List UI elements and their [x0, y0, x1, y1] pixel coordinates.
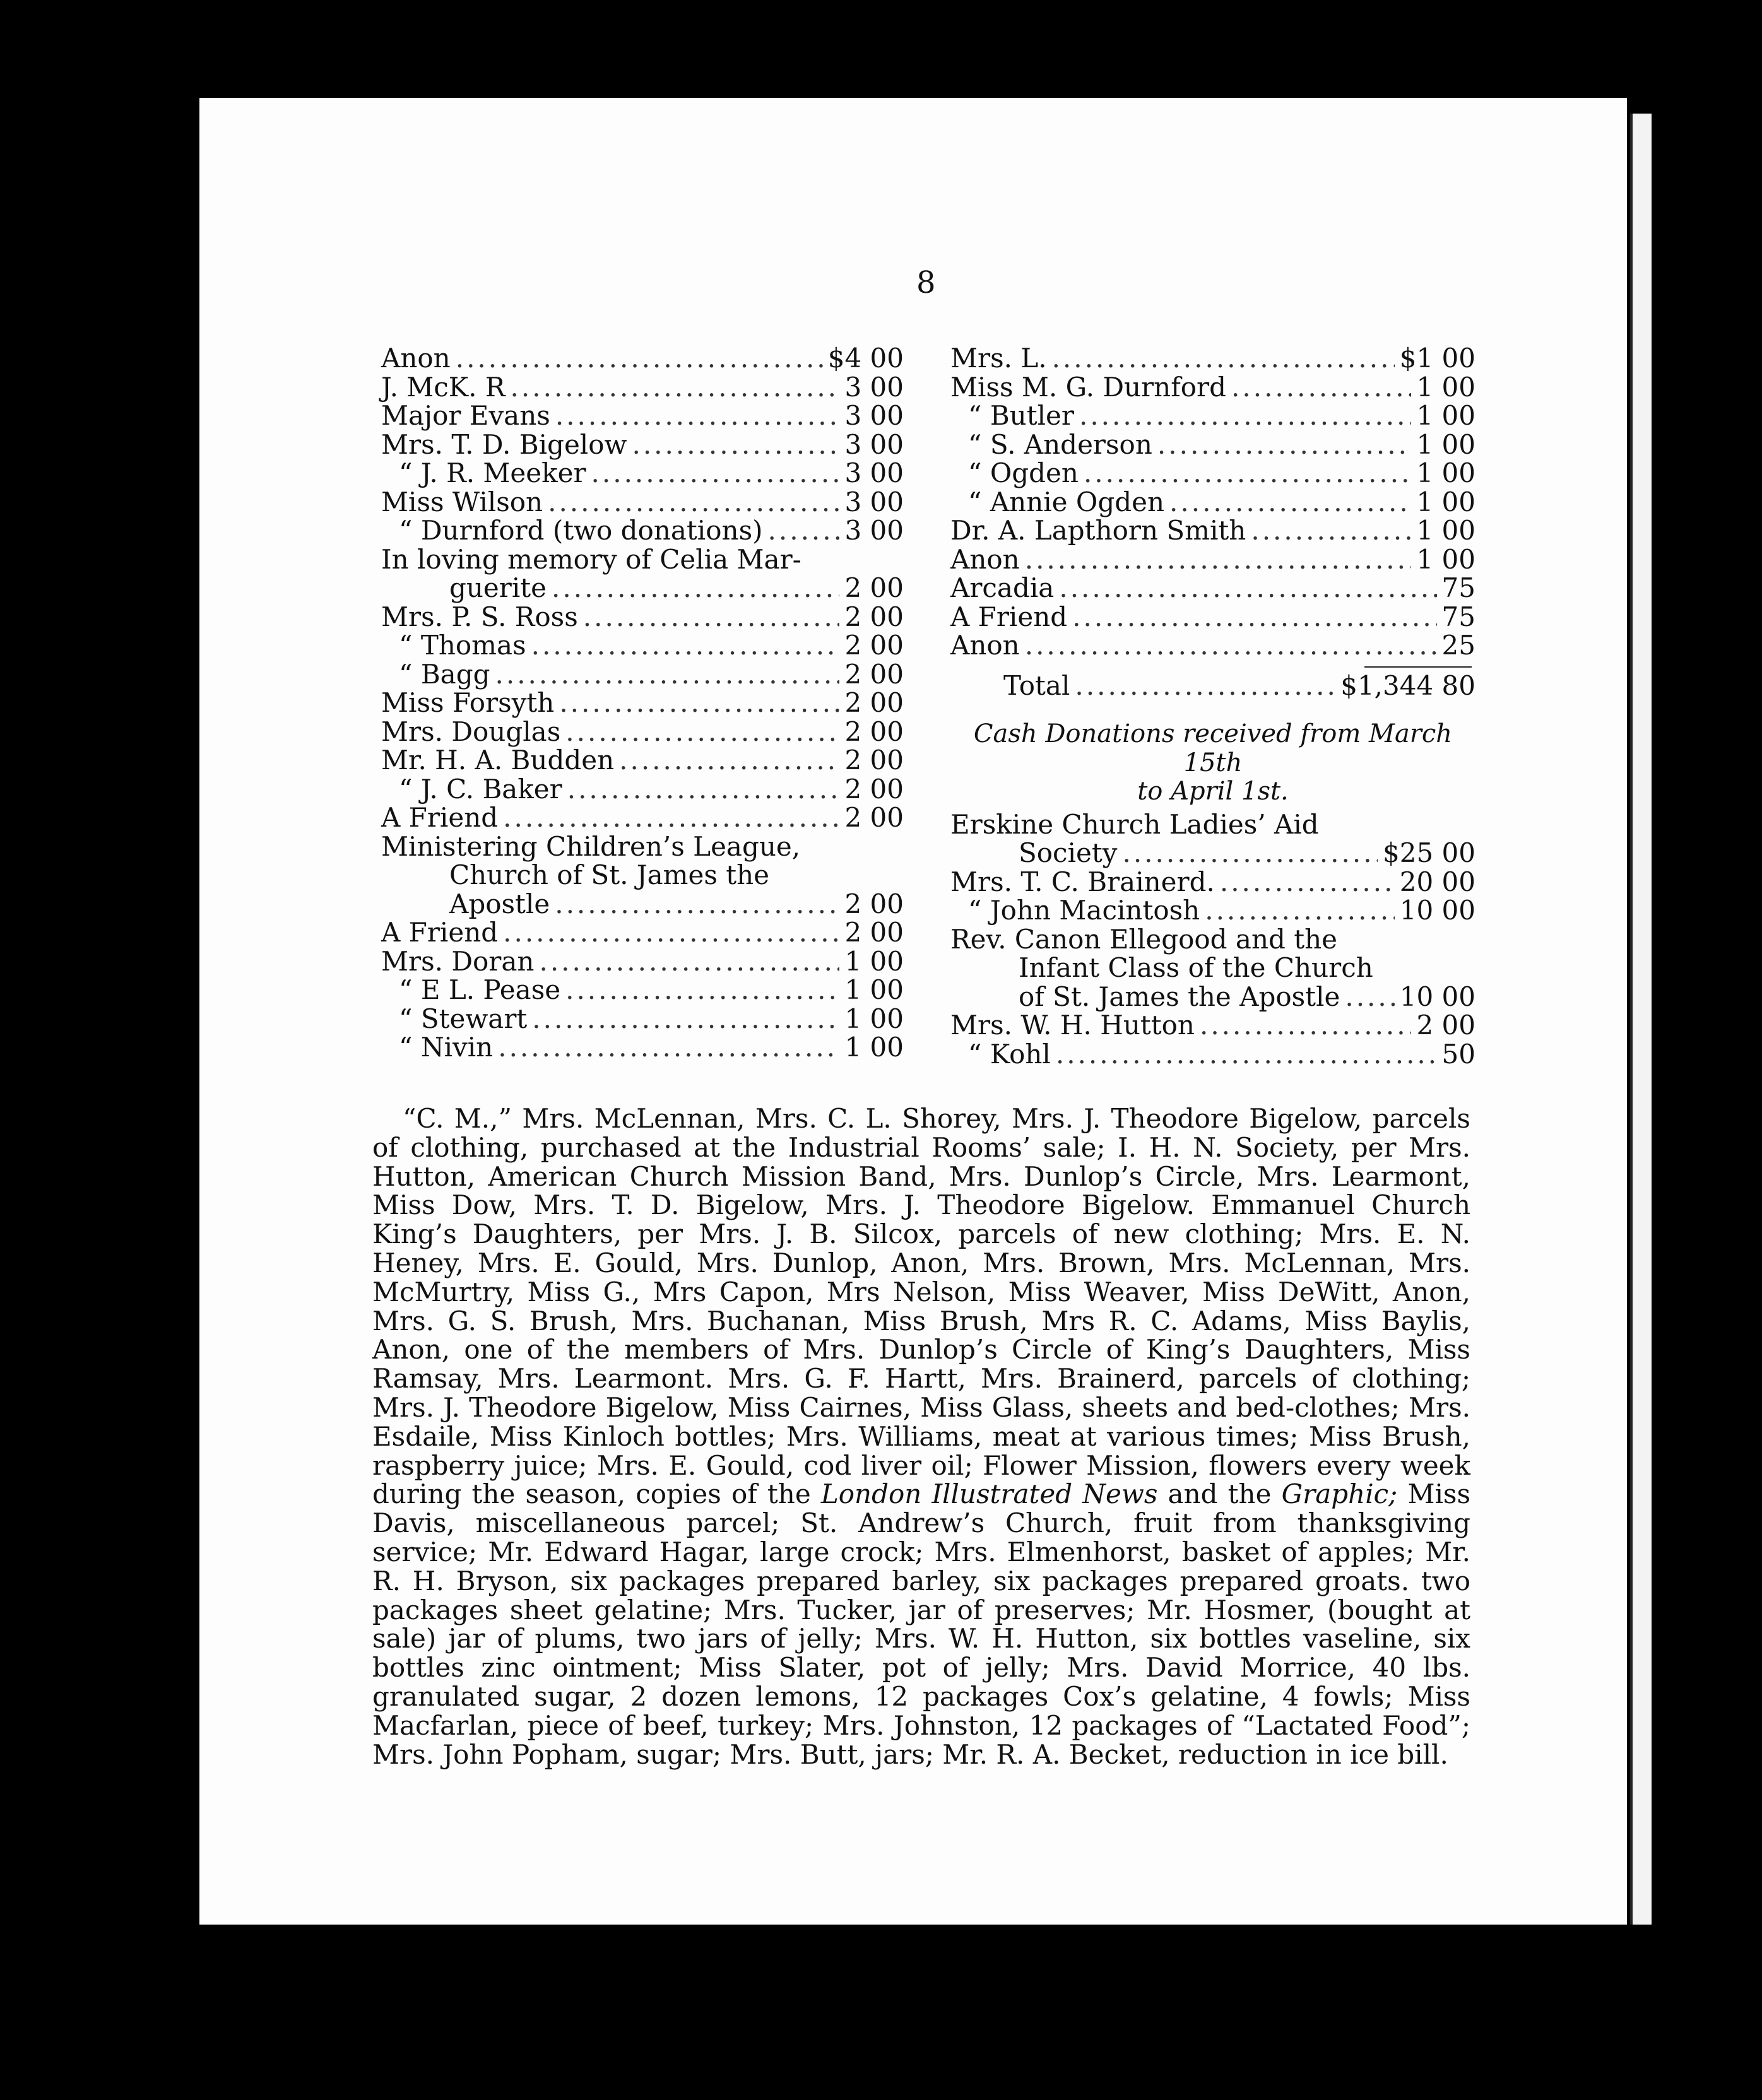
donation-amount: 75	[1441, 572, 1475, 603]
leader-dots	[1025, 631, 1437, 660]
donor-name: Anon	[950, 543, 1020, 575]
donation-row	[381, 660, 904, 689]
donations-right-list	[950, 344, 1475, 660]
donor-name: Ministering Children’s League,	[381, 830, 801, 862]
donor-name: Mrs. T. C. Brainerd.	[950, 866, 1215, 897]
donation-row	[950, 545, 1475, 574]
donation-row	[950, 373, 1475, 402]
donation-row	[381, 688, 904, 717]
leader-dots	[555, 401, 840, 430]
donor-name: “ Nivin	[399, 1032, 494, 1063]
leader-dots	[1052, 344, 1395, 373]
donation-row	[950, 631, 1475, 660]
leader-dots	[632, 430, 839, 459]
leader-dots	[583, 603, 840, 632]
total-label: Total	[1003, 670, 1070, 701]
donation-row	[381, 746, 904, 775]
donation-amount: 1 00	[1416, 428, 1475, 460]
donation-amount: 2 00	[844, 630, 904, 661]
donor-name: “ Thomas	[399, 630, 526, 661]
donation-amount: 1 00	[844, 974, 904, 1005]
leader-dots	[565, 976, 839, 1005]
donor-name: Society	[1019, 837, 1118, 868]
donation-amount: 25	[1441, 630, 1475, 661]
leader-dots	[498, 1033, 839, 1062]
donation-amount: 1 00	[1416, 400, 1475, 431]
donor-name: “ Bagg	[399, 658, 490, 690]
donor-name: Infant Class of the Church	[1019, 952, 1373, 983]
donation-amount: 2 00	[844, 716, 904, 747]
donation-amount: 20 00	[1399, 866, 1475, 897]
donations-right-column	[950, 344, 1475, 1068]
donor-name: Anon	[381, 343, 451, 374]
donation-row	[950, 810, 1475, 839]
donor-name: Apostle	[449, 888, 550, 919]
paragraph-text-3: Miss Davis, miscellaneous parcel; St. Andrew’s Church, fruit from thanksgiving service; Mr. Edward Hagar, large crock; Mrs. Elmenhorst, basket of apples; Mr. R. H. Bryson, six packages prepared barley, six packages prepared groats. two packages sheet gelatine; Mrs. Tucker, jar of preserves; Mr. Hosmer, (bought at sale) jar of plums, two jars of jelly; Mrs. W. H. Hutton, six bottles vaseline, six bottles zinc ointment; Miss Slater, pot of jelly; Mrs. David Morrice, 40 lbs. granulated sugar, 2 dozen lemons, 12 packages Cox’s gelatine, 4 fowls; Miss Macfarlan, piece of beef, turkey; Mrs. Johnston, 12 packages of “Lactated Food”; Mrs. John Popham, sugar; Mrs. Butt, jars; Mr. R. A. Becket, reduction in ice bill.	[372, 1478, 1471, 1770]
total-amount: $1,344 80	[1340, 670, 1475, 701]
leader-dots	[1169, 488, 1411, 517]
donation-row	[381, 459, 904, 488]
donor-name: Mrs. Douglas	[381, 716, 561, 747]
donation-amount: 1 00	[1416, 515, 1475, 546]
donation-row	[950, 603, 1475, 632]
donation-amount: 1 00	[844, 1032, 904, 1063]
donation-amount: 3 00	[844, 371, 904, 403]
donation-row	[950, 868, 1475, 897]
paragraph-italic-1: London Illustrated News	[820, 1478, 1158, 1510]
donation-row	[381, 430, 904, 459]
leader-dots	[532, 1005, 839, 1034]
donation-amount: 1 00	[844, 945, 904, 977]
donation-amount: 1 00	[1416, 543, 1475, 575]
donor-name: Rev. Canon Ellegood and the	[950, 923, 1338, 955]
donor-name: Miss Forsyth	[381, 687, 555, 718]
leader-dots	[1059, 574, 1436, 603]
donation-amount: 2 00	[844, 601, 904, 632]
donation-amount: 2 00	[844, 745, 904, 776]
donor-name: A Friend	[381, 917, 499, 948]
donation-row	[950, 925, 1475, 954]
leader-dots	[1072, 603, 1436, 632]
donor-name: Erskine Church Ladies’ Aid	[950, 808, 1319, 840]
leader-dots	[567, 775, 840, 804]
donor-name: “ Stewart	[399, 1003, 528, 1034]
facing-page-edge	[1630, 114, 1652, 1925]
donor-name: “ J. C. Baker	[399, 773, 562, 805]
donation-amount: 10 00	[1399, 981, 1475, 1012]
leader-dots	[619, 746, 839, 775]
donor-name: Arcadia	[950, 572, 1055, 603]
donation-amount: 2 00	[844, 572, 904, 603]
donation-amount: 10 00	[1399, 895, 1475, 926]
donation-row	[381, 631, 904, 660]
donor-name: Major Evans	[381, 400, 550, 431]
donor-name: Mrs. L.	[950, 343, 1047, 374]
donation-amount: 2 00	[1416, 1010, 1475, 1041]
donation-row	[950, 344, 1475, 373]
donation-row	[950, 459, 1475, 488]
donation-amount: 3 00	[844, 400, 904, 431]
donation-row	[381, 344, 904, 373]
donation-amount: $4 00	[827, 343, 904, 374]
leader-dots	[1084, 459, 1412, 488]
leader-dots	[456, 344, 823, 373]
page-number: 8	[916, 265, 936, 300]
donor-name: Mrs. Doran	[381, 945, 535, 977]
donor-name: In loving memory of Celia Mar-	[381, 543, 801, 575]
donor-name: “ Kohl	[968, 1038, 1051, 1070]
donation-amount: 3 00	[844, 428, 904, 460]
donation-row	[950, 953, 1475, 982]
donor-name: Church of St. James the	[449, 859, 770, 890]
total-rule	[1364, 666, 1472, 668]
donation-amount: 2 00	[844, 687, 904, 718]
leader-dots	[555, 890, 839, 919]
donation-row	[381, 803, 904, 832]
donation-row	[381, 832, 904, 861]
leader-dots	[1025, 545, 1412, 574]
donor-name: “ J. R. Meeker	[399, 457, 586, 488]
donor-name: of St. James the Apostle	[1019, 981, 1340, 1012]
donor-name: Mrs. P. S. Ross	[381, 601, 578, 632]
cash-donations-list	[950, 810, 1475, 1069]
donation-row	[950, 516, 1475, 545]
donor-name: “ Annie Ogden	[968, 486, 1165, 517]
donation-row	[950, 1040, 1475, 1069]
donation-row	[381, 488, 904, 517]
leader-dots	[495, 660, 840, 689]
leader-dots	[511, 373, 840, 402]
leader-dots	[1205, 896, 1395, 925]
donor-name: Anon	[950, 630, 1020, 661]
leader-dots	[768, 516, 840, 545]
donation-amount: 2 00	[844, 773, 904, 805]
leader-dots	[559, 688, 839, 717]
donation-amount: 2 00	[844, 888, 904, 919]
donation-row	[950, 982, 1475, 1012]
donations-in-kind-paragraph	[372, 1104, 1470, 1769]
donor-name: Dr. A. Lapthorn Smith	[950, 515, 1246, 546]
donation-row	[381, 775, 904, 804]
donor-name: “ Ogden	[968, 457, 1079, 488]
donor-name: J. McK. R	[381, 371, 506, 403]
donation-row	[381, 918, 904, 947]
donation-row	[381, 545, 904, 574]
donation-amount: 50	[1441, 1038, 1475, 1070]
leader-dots	[1231, 373, 1411, 402]
donation-row	[381, 947, 904, 976]
leader-dots	[1251, 516, 1411, 545]
leader-dots	[552, 574, 839, 603]
donation-amount: 1 00	[844, 1003, 904, 1034]
donation-row	[381, 1005, 904, 1034]
donation-row	[950, 839, 1475, 868]
leader-dots	[539, 947, 839, 976]
leader-dots	[503, 918, 839, 947]
donation-row	[381, 890, 904, 919]
donation-amount: 2 00	[844, 917, 904, 948]
donation-row	[381, 373, 904, 402]
cash-heading-line-2: to April 1st.	[1137, 777, 1289, 806]
donor-name: guerite	[449, 572, 547, 603]
donation-row	[381, 861, 904, 890]
donor-name: Miss M. G. Durnford	[950, 371, 1227, 403]
cash-heading-line-1: Cash Donations received from March 15th	[973, 719, 1453, 777]
leader-dots	[1079, 401, 1412, 430]
donations-left-column	[381, 344, 904, 1062]
leader-dots	[1345, 982, 1394, 1012]
paragraph-italic-2: Graphic;	[1281, 1478, 1398, 1510]
donation-row	[381, 401, 904, 430]
donation-amount: 2 00	[844, 802, 904, 833]
donation-amount: 75	[1441, 601, 1475, 632]
donation-row	[950, 401, 1475, 430]
leader-dots	[1056, 1040, 1437, 1069]
donation-row	[381, 603, 904, 632]
total-row	[950, 671, 1475, 700]
donation-row	[950, 574, 1475, 603]
paragraph-text-2: and the	[1168, 1478, 1272, 1510]
cash-donations-heading	[950, 720, 1475, 806]
donation-amount: 3 00	[844, 486, 904, 517]
donation-row	[950, 488, 1475, 517]
donation-row	[381, 976, 904, 1005]
donation-row	[950, 896, 1475, 925]
donation-row	[950, 430, 1475, 459]
leader-dots	[1157, 430, 1412, 459]
donation-row	[950, 1011, 1475, 1040]
leader-dots	[531, 631, 840, 660]
donor-name: “ Durnford (two donations)	[399, 515, 763, 546]
leader-dots	[565, 717, 839, 746]
donation-row	[381, 574, 904, 603]
donor-name: A Friend	[381, 802, 499, 833]
donation-amount: 1 00	[1416, 486, 1475, 517]
leader-dots	[1220, 868, 1395, 897]
donation-row	[381, 717, 904, 746]
donor-name: Mrs. T. D. Bigelow	[381, 428, 627, 460]
donation-amount: 1 00	[1416, 371, 1475, 403]
donor-name: “ E L. Pease	[399, 974, 561, 1005]
paragraph-text-1: “C. M.,” Mrs. McLennan, Mrs. C. L. Shorey, Mrs. J. Theodore Bigelow, parcels of clothing, purchased at the Industrial Rooms’ sale; I. H. N. Society, per Mrs. Hutton, American Church Mission Band, Mrs. Dunlop’s Circle, Mrs. Learmont, Miss Dow, Mrs. T. D. Bigelow, Mrs. J. Theodore Bigelow. Emmanuel Church King’s Daughters, per Mrs. J. B. Silcox, parcels of new clothing; Mrs. E. N. Heney, Mrs. E. Gould, Mrs. Dunlop, Anon, Mrs. Brown, Mrs. McLennan, Mrs. McMurtry, Miss G., Mrs Capon, Mrs Nelson, Miss Weaver, Miss DeWitt, Anon, Mrs. G. S. Brush, Mrs. Buchanan, Miss Brush, Mrs R. C. Adams, Miss Baylis, Anon, one of the members of Mrs. Dunlop’s Circle of King’s Daughters, Miss Ramsay, Mrs. Learmont. Mrs. G. F. Hartt, Mrs. Brainerd, parcels of clothing; Mrs. J. Theodore Bigelow, Miss Cairnes, Miss Glass, sheets and bed-clothes; Mrs. Esdaile, Miss Kinloch bottles; Mrs. Williams, meat at various times; Miss Brush, raspberry juice; Mrs. E. Gould, cod liver oil; Flower Mission, flowers every week during the season, copies of the	[372, 1103, 1470, 1510]
donor-name: Mr. H. A. Budden	[381, 745, 615, 776]
donor-name: Miss Wilson	[381, 486, 543, 517]
donation-amount: 3 00	[844, 515, 904, 546]
leader-dots	[1200, 1011, 1412, 1040]
donor-name: “ John Macintosh	[968, 895, 1200, 926]
leader-dots	[548, 488, 839, 517]
donation-amount: 1 00	[1416, 457, 1475, 488]
leader-dots	[503, 803, 839, 832]
donor-name: A Friend	[950, 601, 1068, 632]
donation-amount: $1 00	[1399, 343, 1475, 374]
leader-dots	[1075, 671, 1335, 700]
donation-amount: $25 00	[1383, 837, 1475, 868]
donor-name: Mrs. W. H. Hutton	[950, 1010, 1195, 1041]
donation-row	[381, 516, 904, 545]
leader-dots	[1122, 839, 1378, 868]
donor-name: “ S. Anderson	[968, 428, 1152, 460]
donation-amount: 2 00	[844, 658, 904, 690]
leader-dots	[591, 459, 840, 488]
donation-row	[381, 1033, 904, 1062]
donation-amount: 3 00	[844, 457, 904, 488]
donor-name: “ Butler	[968, 400, 1074, 431]
